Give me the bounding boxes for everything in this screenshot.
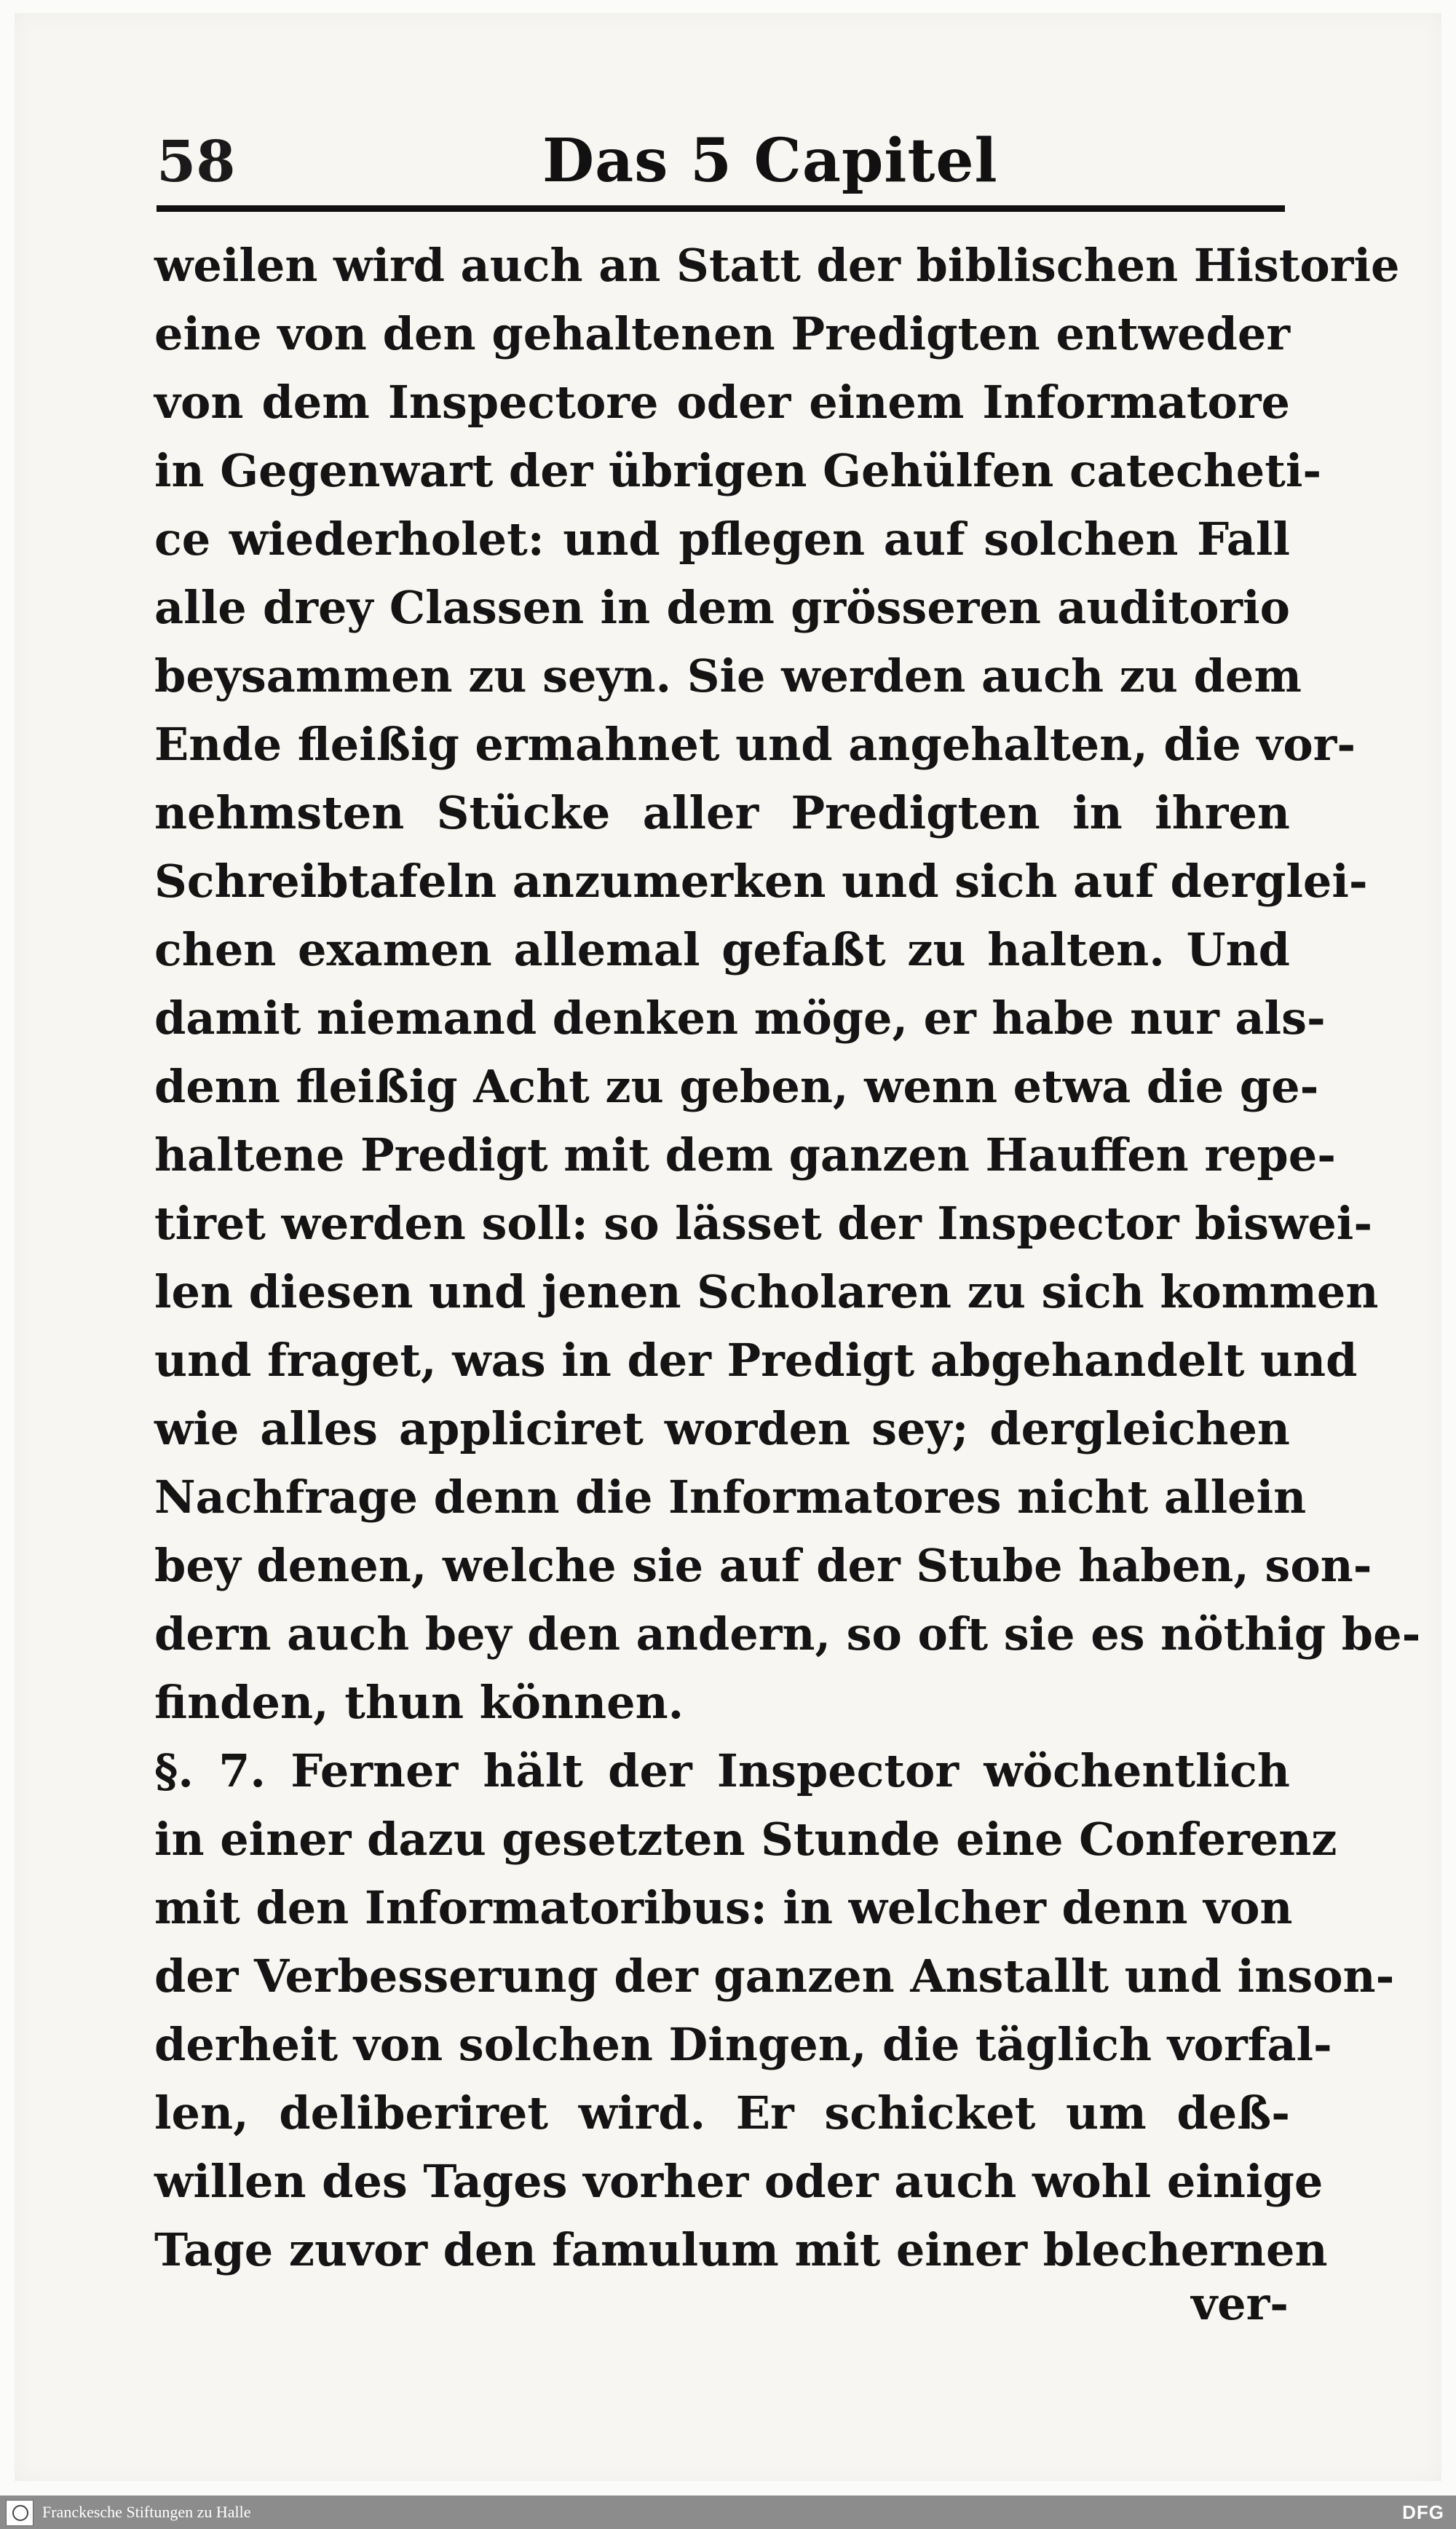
text-line: und fraget, was in der Predigt abgehandelt und [154, 1334, 1358, 1387]
text-line: Schreibtafeln anzumerken und sich auf derglei- [154, 855, 1368, 908]
text-line: wie alles appliciret worden sey; dergleichen [154, 1402, 1290, 1455]
text-line: Nachfrage denn die Informatores nicht allein [154, 1471, 1307, 1524]
text-line: damit niemand denken möge, er habe nur als- [154, 992, 1326, 1045]
text-line: tiret werden soll: so lässet der Inspector biswei- [154, 1197, 1373, 1250]
text-line: willen des Tages vorher oder auch wohl einige [154, 2155, 1324, 2208]
section-7-line: §. 7. Ferner hält der Inspector wöchentlich [154, 1744, 1290, 1797]
page-header [157, 120, 1285, 207]
page-number: 58 [157, 129, 236, 195]
text-line: in Gegenwart der übrigen Gehülfen catecheti- [154, 444, 1322, 497]
text-line: finden, thun können. [154, 1676, 684, 1729]
text-line: mit den Informatoribus: in welcher denn von [154, 1881, 1293, 1934]
text-line: len diesen und jenen Scholaren zu sich kommen [154, 1265, 1379, 1318]
text-line: von dem Inspectore oder einem Informatore [154, 376, 1290, 429]
text-line: len, deliberiret wird. Er schicket um deß- [154, 2086, 1290, 2140]
header-rule [157, 205, 1285, 212]
text-line: beysammen zu seyn. Sie werden auch zu dem [154, 649, 1302, 702]
text-line: derheit von solchen Dingen, die täglich vorfal- [154, 2018, 1332, 2071]
text-line: der Verbesserung der ganzen Anstallt und inson- [154, 1950, 1395, 2003]
text-line: Tage zuvor den famulum mit einer blechernen [154, 2223, 1328, 2276]
library-logo-icon [6, 2500, 33, 2526]
text-line: chen examen allemal gefaßt zu halten. Und [154, 923, 1290, 976]
text-line: bey denen, welche sie auf der Stube haben, son- [154, 1539, 1372, 1592]
text-line: haltene Predigt mit dem ganzen Hauffen repe- [154, 1128, 1336, 1182]
text-line: eine von den gehaltenen Predigten entweder [154, 307, 1290, 360]
text-line: in einer dazu gesetzten Stunde eine Conferenz [154, 1813, 1337, 1866]
text-line: denn fleißig Acht zu geben, wenn etwa die ge- [154, 1060, 1319, 1113]
text-line: weilen wird auch an Statt der biblischen Historie [154, 239, 1400, 292]
text-line: alle drey Classen in dem grösseren auditorio [154, 581, 1290, 634]
running-title: Das 5 Capitel [542, 126, 998, 196]
source-credit: Franckesche Stiftungen zu Halle [42, 2503, 251, 2521]
text-line: dern auch bey den andern, so oft sie es nöthig be- [154, 1607, 1421, 1661]
text-line: nehmsten Stücke aller Predigten in ihren [154, 786, 1290, 839]
footer-bar [0, 2496, 1456, 2529]
body-text [154, 231, 1421, 2284]
catchword: ver- [1191, 2277, 1289, 2330]
dfg-logo: DFG [1402, 2501, 1444, 2523]
text-line: Ende fleißig ermahnet und angehalten, die vor- [154, 718, 1356, 771]
text-line: ce wiederholet: und pflegen auf solchen Fall [154, 512, 1290, 566]
